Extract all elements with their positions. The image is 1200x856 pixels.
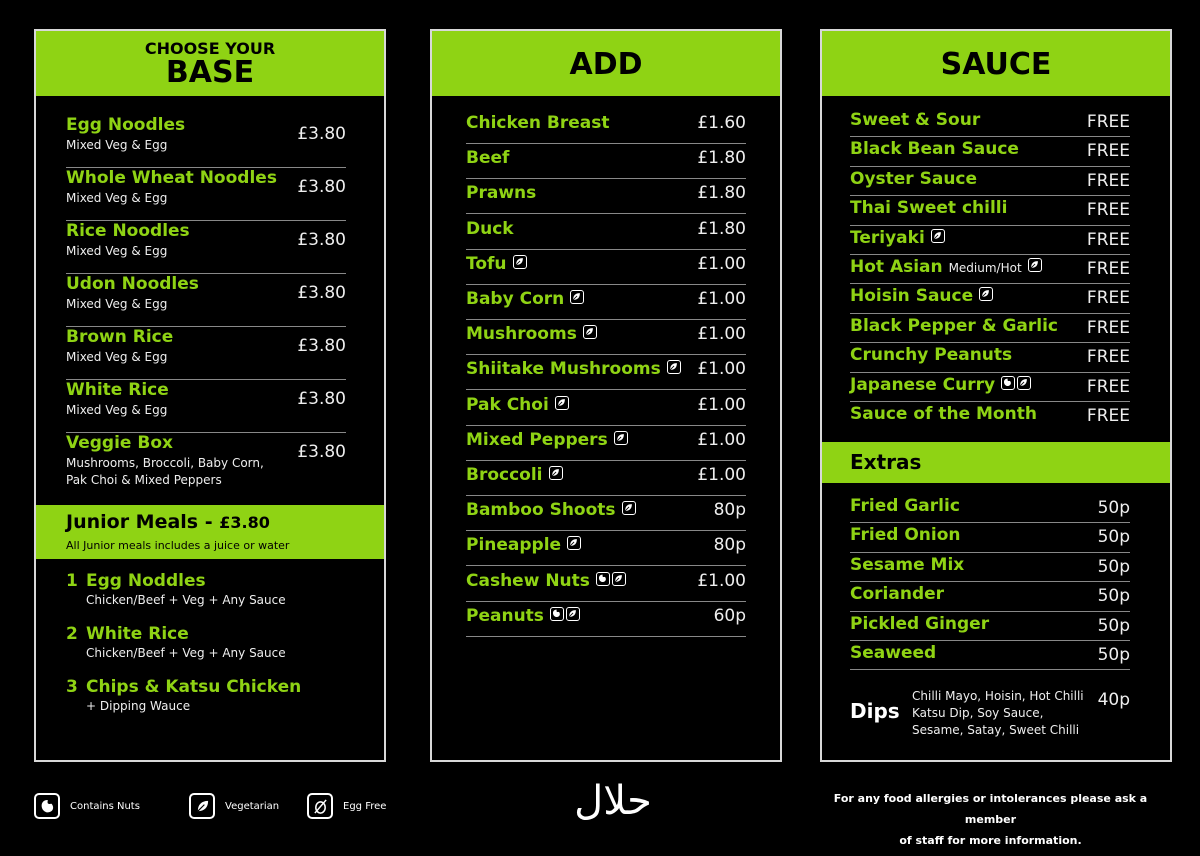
vegetarian-icon: [1028, 258, 1042, 272]
add-header: [432, 31, 780, 96]
add-item-label: Pineapple: [466, 535, 562, 556]
add-item-price: 80p: [713, 535, 746, 556]
extras-item-price: 50p: [1097, 527, 1130, 548]
vegetarian-icon: [549, 466, 563, 480]
sauce-item-price: FREE: [1086, 347, 1130, 368]
sauce-item-name: [850, 257, 1042, 277]
base-item-desc: Mixed Veg & Egg: [66, 138, 168, 152]
extras-item-name: Fried Onion: [850, 525, 961, 546]
base-item: [66, 274, 346, 327]
extras-item-name: Pickled Ginger: [850, 613, 990, 634]
junior-item-number: 2: [66, 624, 78, 644]
add-item: [466, 285, 746, 320]
sauce-item: [850, 137, 1130, 166]
extras-item: [850, 553, 1130, 582]
add-panel: [430, 29, 782, 762]
sauce-item-label: Hoisin Sauce: [850, 286, 974, 307]
base-item-name: Veggie Box: [66, 433, 173, 453]
extras-item: [850, 641, 1130, 670]
base-item-price: £3.80: [297, 389, 346, 409]
sauce-item: [850, 314, 1130, 343]
add-item-name: [466, 219, 514, 239]
base-header-title: BASE: [165, 55, 255, 90]
base-item-name: Egg Noodles: [66, 115, 186, 135]
sauce-header-title: SAUCE: [940, 47, 1052, 82]
sauce-item-price: FREE: [1086, 317, 1130, 338]
sauce-item-sub: Medium/Hot: [948, 261, 1022, 275]
dips-list: Chilli Mayo, Hoisin, Hot Chilli Katsu Dip, Soy Sauce, Sesame, Satay, Sweet Chilli: [912, 689, 1084, 737]
extras-item-name: Fried Garlic: [850, 496, 960, 516]
sauce-item-label: Black Pepper & Garlic: [850, 315, 1059, 336]
extras-item-price: 50p: [1097, 498, 1130, 518]
base-item-desc: Mixed Veg & Egg: [66, 403, 168, 417]
vegetarian-icon: [570, 290, 584, 304]
sauce-item-name: [850, 139, 1019, 159]
base-item-desc-line: Mushrooms, Broccoli, Baby Corn,: [66, 456, 264, 470]
sauce-item-price: FREE: [1086, 200, 1130, 221]
add-item: [466, 109, 746, 144]
nuts-icon: [1001, 376, 1015, 390]
add-item-label: Tofu: [466, 253, 507, 274]
sauce-item-price: FREE: [1086, 259, 1130, 279]
add-item: [466, 567, 746, 602]
sauce-item-label: Sweet & Sour: [850, 110, 981, 130]
vegetarian-icon: [931, 229, 945, 243]
sauce-item: [850, 226, 1130, 255]
extras-item-price: 50p: [1097, 586, 1130, 607]
sauce-item-price: FREE: [1086, 376, 1130, 397]
add-item: [466, 531, 746, 566]
base-header-small: CHOOSE YOUR: [144, 39, 276, 58]
add-item-name: [466, 183, 536, 203]
sauce-item-price: FREE: [1086, 112, 1130, 132]
add-item: [466, 179, 746, 214]
vegetarian-icon: [612, 572, 626, 586]
extras-item-price: 50p: [1097, 645, 1130, 665]
base-item: [66, 433, 346, 498]
vegetarian-icon: [622, 501, 636, 515]
add-header-title: ADD: [569, 47, 643, 82]
add-item: [466, 215, 746, 250]
base-item: [66, 221, 346, 274]
extras-item: [850, 582, 1130, 611]
sauce-item-name: [850, 286, 993, 306]
sauce-item-price: FREE: [1086, 170, 1130, 191]
add-item: [466, 602, 746, 637]
sauce-item-name: [850, 169, 977, 189]
extras-item: [850, 612, 1130, 641]
add-item-label: Shiitake Mushrooms: [466, 359, 661, 380]
sauce-item: [850, 255, 1130, 284]
junior-meals-label: Junior Meals -: [66, 511, 220, 533]
base-item-name: Rice Noodles: [66, 221, 190, 241]
extras-item: [850, 523, 1130, 552]
vegetarian-icon: [979, 287, 993, 301]
sauce-item-name: [850, 198, 1007, 218]
legend-nuts: [34, 793, 140, 819]
base-header: [36, 31, 384, 96]
add-item-label: Beef: [466, 148, 510, 169]
vegetarian-icon: [189, 793, 215, 819]
base-item-desc-line: Pak Choi & Mixed Peppers: [66, 473, 222, 487]
add-item-name: [466, 359, 681, 379]
vegetarian-icon: [1017, 376, 1031, 390]
base-item-price: £3.80: [297, 177, 346, 197]
base-item-price: £3.80: [297, 124, 346, 144]
add-item-label: Mixed Peppers: [466, 429, 608, 450]
base-item-name: Whole Wheat Noodles: [66, 168, 277, 188]
vegetarian-icon: [513, 255, 527, 269]
add-item-price: £1.80: [697, 218, 746, 239]
vegetarian-icon: [567, 536, 581, 550]
add-item-name: [466, 535, 581, 555]
add-item-name: [466, 113, 609, 133]
halal-logo: [568, 770, 658, 830]
sauce-item-label: Japanese Curry: [850, 374, 996, 395]
base-item: [66, 380, 346, 433]
sauce-item-name: [850, 228, 945, 248]
egg-free-icon: [307, 793, 333, 819]
base-item: [66, 327, 346, 380]
sauce-item: [850, 402, 1130, 431]
junior-item-name: White Rice: [86, 624, 189, 644]
sauce-item-price: FREE: [1086, 406, 1130, 426]
extras-band: [822, 442, 1170, 483]
add-item: [466, 144, 746, 179]
add-item-label: Duck: [466, 218, 514, 239]
add-item-name: [466, 324, 597, 344]
add-item-label: Cashew Nuts: [466, 570, 590, 591]
sauce-item: [850, 373, 1130, 402]
add-item-price: £1.00: [697, 289, 746, 309]
sauce-item-name: [850, 345, 1012, 365]
add-item-label: Broccoli: [466, 465, 543, 485]
sauce-item-label: Crunchy Peanuts: [850, 345, 1013, 366]
add-item-label: Bamboo Shoots: [466, 500, 616, 521]
base-item-price: £3.80: [297, 442, 346, 462]
sauce-item: [850, 284, 1130, 313]
sauce-header: [822, 31, 1170, 96]
add-item-label: Pak Choi: [466, 394, 549, 415]
base-item-price: £3.80: [297, 283, 346, 303]
vegetarian-icon: [555, 396, 569, 410]
add-item-price: £1.00: [697, 394, 746, 415]
legend-veg-label: Vegetarian: [225, 801, 280, 812]
add-item-price: 60p: [713, 605, 746, 626]
add-item-price: £1.00: [697, 570, 746, 591]
junior-meals-band: [36, 505, 384, 559]
base-item-desc: Mixed Veg & Egg: [66, 244, 168, 258]
junior-item-name: Egg Noddles: [86, 571, 206, 591]
legend-egg-label: Egg Free: [343, 801, 387, 812]
halal-logo-mark: [568, 770, 658, 830]
add-item: [466, 320, 746, 355]
base-item: [66, 115, 346, 168]
add-item: [466, 461, 746, 496]
legend-nuts-label: Contains Nuts: [70, 801, 140, 812]
add-item-name: [466, 395, 569, 415]
add-item-price: £1.80: [697, 148, 746, 169]
vegetarian-icon: [614, 431, 628, 445]
junior-item-desc: Chicken/Beef + Veg + Any Sauce: [86, 646, 286, 660]
add-item-price: £1.80: [697, 183, 746, 204]
legend-egg: [307, 793, 386, 819]
add-item: [466, 391, 746, 426]
add-item-label: Peanuts: [466, 605, 544, 626]
sauce-item-label: Oyster Sauce: [850, 168, 978, 189]
add-item-name: [466, 465, 563, 485]
sauce-item-name: [850, 316, 1058, 336]
halal-logo-text: حلال: [574, 778, 652, 824]
add-item-name: [466, 430, 628, 450]
extras-item-name: Coriander: [850, 584, 945, 605]
base-item-price: £3.80: [297, 230, 346, 250]
add-item-name: [466, 606, 580, 626]
sauce-item-label: Thai Sweet chilli: [850, 198, 1008, 219]
sauce-item: [850, 167, 1130, 196]
sauce-item-label: Black Bean Sauce: [850, 139, 1019, 160]
base-item-desc: Mixed Veg & Egg: [66, 350, 168, 364]
add-item-label: Chicken Breast: [466, 113, 610, 133]
sauce-item-label: Sauce of the Month: [850, 404, 1037, 424]
sauce-item: [850, 196, 1130, 225]
add-item-label: Baby Corn: [466, 289, 565, 309]
extras-item: [850, 494, 1130, 523]
add-item-name: [466, 571, 626, 591]
nuts-icon: [596, 572, 610, 586]
vegetarian-icon: [566, 607, 580, 621]
add-item-label: Mushrooms: [466, 324, 577, 345]
sauce-item-name: [850, 375, 1031, 395]
base-panel: [34, 29, 386, 762]
legend-veg: [189, 793, 279, 819]
junior-item-desc: + Dipping Wauce: [86, 699, 191, 713]
add-item-price: £1.00: [697, 429, 746, 450]
junior-item-desc: Chicken/Beef + Veg + Any Sauce: [86, 593, 286, 607]
extras-title: Extras: [850, 450, 922, 474]
extras-item-name: Seaweed: [850, 643, 937, 663]
base-item-price: £3.80: [297, 336, 346, 356]
add-item: [466, 426, 746, 461]
base-item-name: Brown Rice: [66, 327, 174, 347]
add-item: [466, 496, 746, 531]
vegetarian-icon: [667, 360, 681, 374]
base-item-name: White Rice: [66, 380, 169, 400]
sauce-item-price: FREE: [1086, 229, 1130, 250]
dips-label: Dips: [850, 699, 900, 723]
allergy-note-line: of staff for more information.: [899, 834, 1082, 847]
extras-item-name: Sesame Mix: [850, 554, 965, 575]
extras-item-price: 50p: [1097, 615, 1130, 636]
add-item-price: £1.60: [697, 113, 746, 133]
nuts-icon: [550, 607, 564, 621]
sauce-item-price: FREE: [1086, 288, 1130, 309]
add-item-name: [466, 254, 527, 274]
add-item: [466, 355, 746, 390]
sauce-item-label: Hot Asian: [850, 257, 943, 277]
sauce-item-label: Teriyaki: [850, 227, 925, 248]
base-item-desc: Mixed Veg & Egg: [66, 191, 168, 205]
junior-item-name: Chips & Katsu Chicken: [86, 677, 302, 697]
base-item-desc: [66, 455, 264, 489]
base-item-name: Udon Noodles: [66, 274, 199, 294]
nuts-icon: [34, 793, 60, 819]
add-item-name: [466, 148, 509, 168]
add-item-price: 80p: [713, 500, 746, 521]
base-item-desc: Mixed Veg & Egg: [66, 297, 168, 311]
junior-item-number: 3: [66, 677, 78, 697]
junior-meals-price: £3.80: [219, 513, 270, 532]
add-item-label: Prawns: [466, 183, 537, 204]
sauce-panel: [820, 29, 1172, 762]
add-item: [466, 250, 746, 285]
dips-price: 40p: [1097, 690, 1130, 710]
add-item-price: £1.00: [697, 359, 746, 380]
sauce-item-name: [850, 404, 1037, 424]
add-item-price: £1.00: [697, 324, 746, 345]
junior-meals-title: [66, 511, 270, 533]
add-item-price: £1.00: [697, 465, 746, 485]
add-item-name: [466, 500, 636, 520]
extras-item-price: 50p: [1097, 556, 1130, 577]
sauce-item-name: [850, 110, 980, 130]
junior-meals-note: All Junior meals includes a juice or water: [66, 539, 290, 552]
sauce-item: [850, 108, 1130, 137]
base-item: [66, 168, 346, 221]
sauce-item-price: FREE: [1086, 141, 1130, 162]
allergy-note-line: For any food allergies or intolerances please ask a member: [833, 792, 1148, 826]
sauce-item: [850, 343, 1130, 372]
add-item-name: [466, 289, 584, 309]
dips-section: [850, 688, 1130, 748]
junior-item-number: 1: [66, 571, 78, 591]
vegetarian-icon: [583, 325, 597, 339]
add-item-price: £1.00: [697, 253, 746, 274]
allergy-note: [818, 788, 1163, 851]
